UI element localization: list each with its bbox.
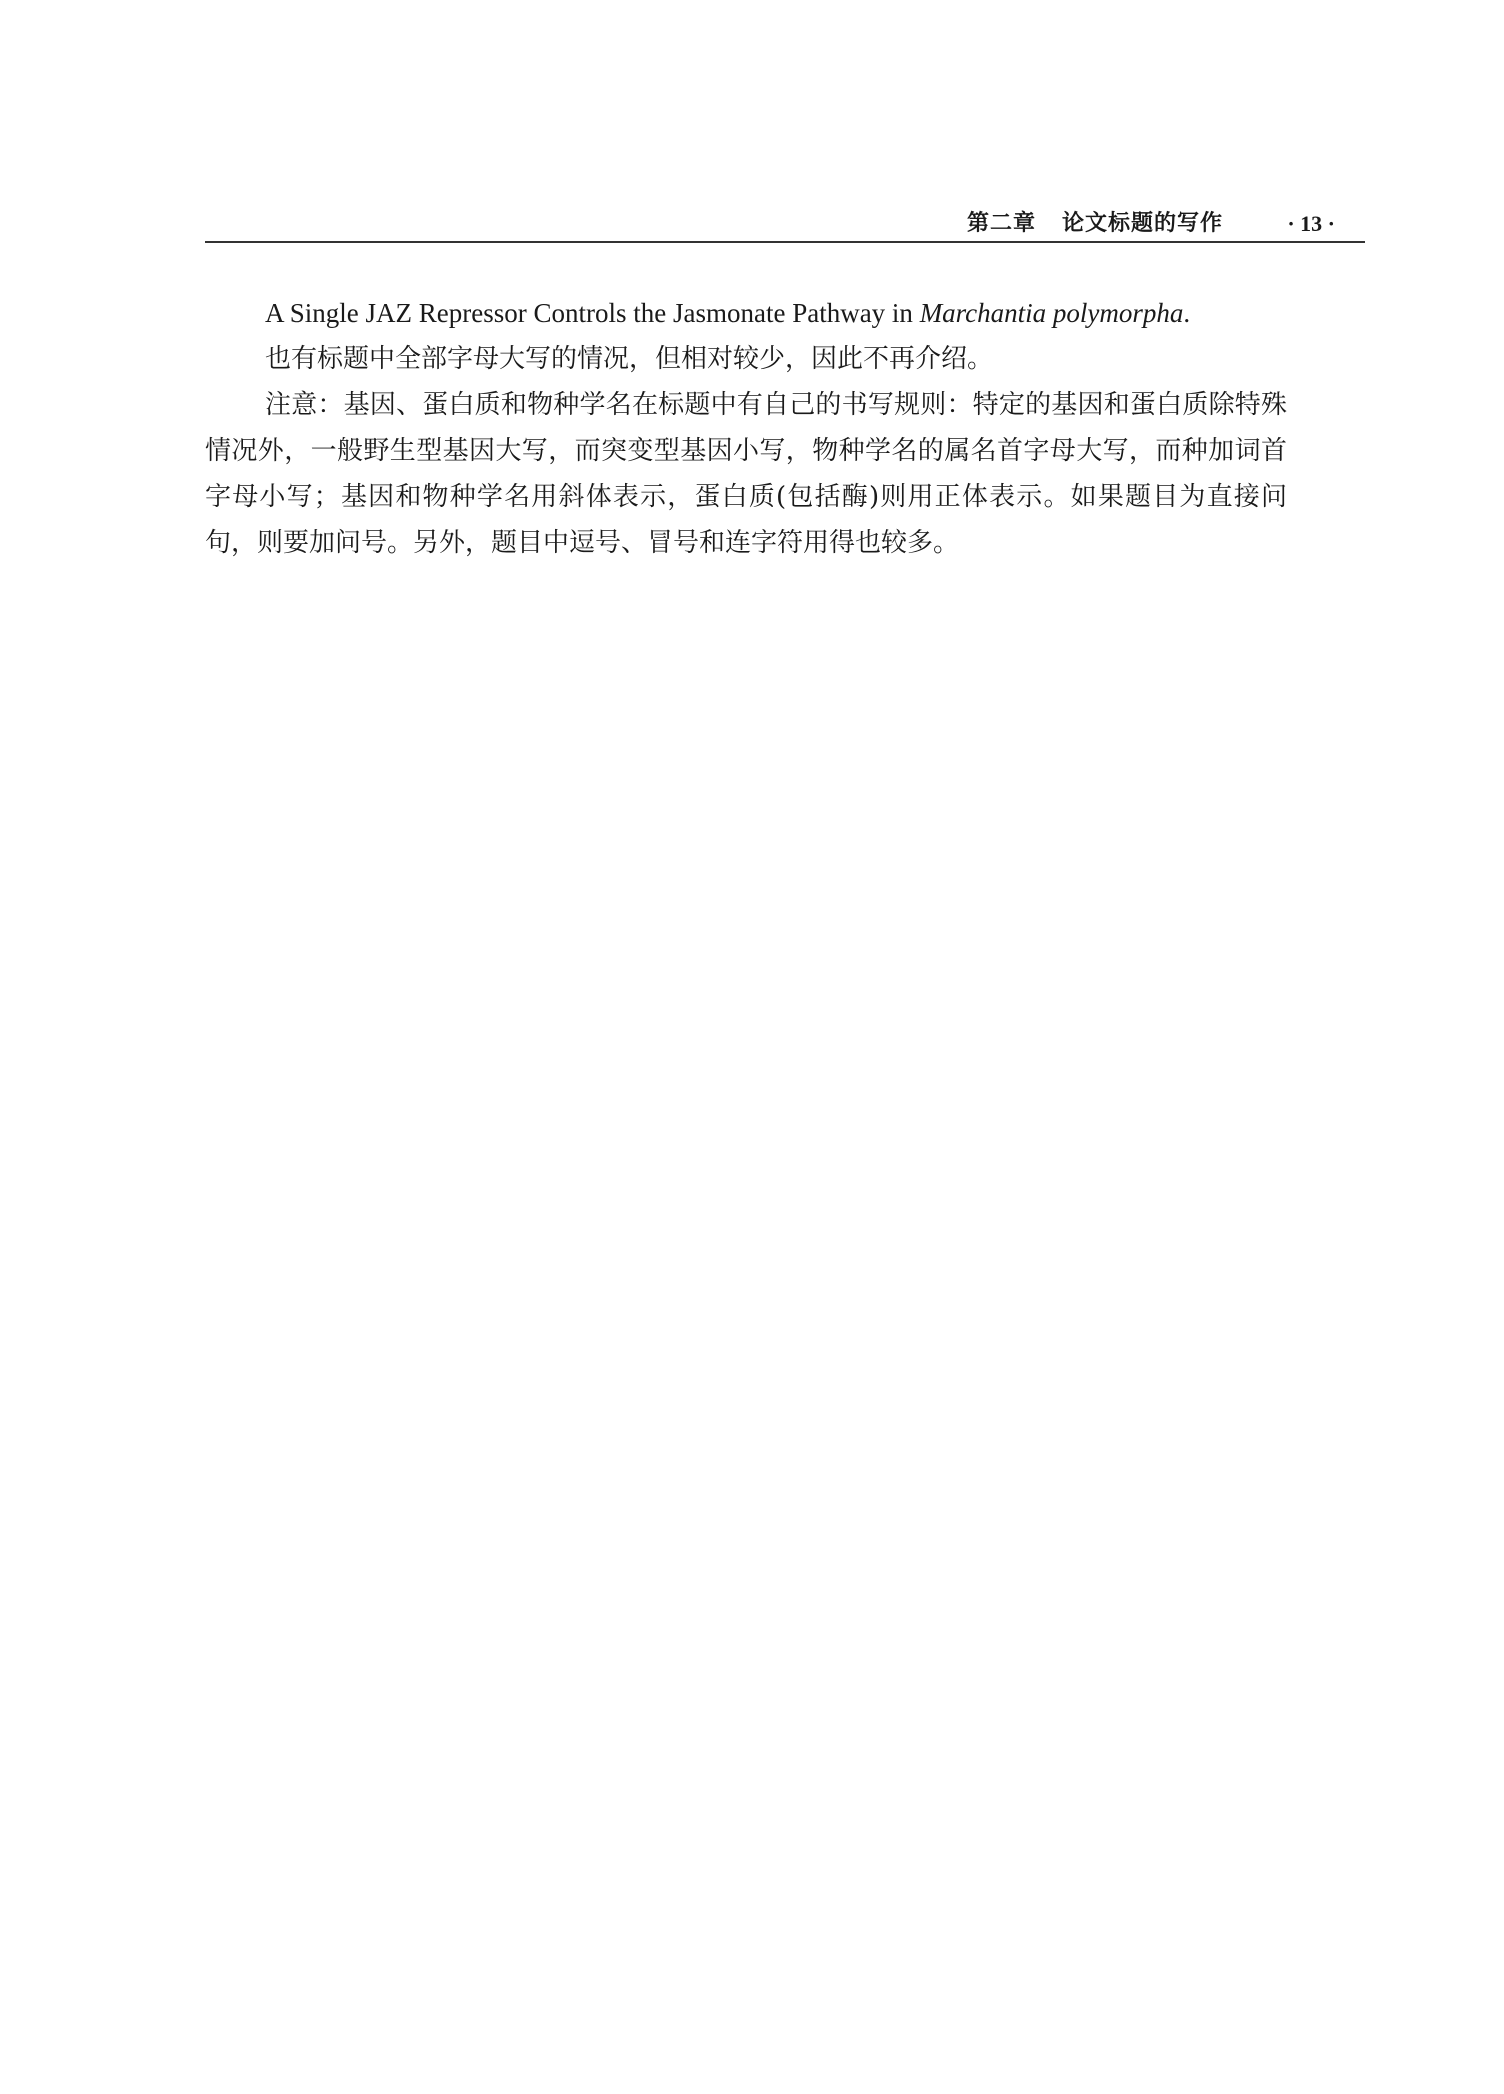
paragraph: 注意：基因、蛋白质和物种学名在标题中有自己的书写规则：特定的基因和蛋白质除特殊情况外，一般野生型基因大写，而突变型基因小写，物种学名的属名首字母大写，而种加词首字母小写；基因和物种学名用斜体表示，蛋白质(包括酶)则用正体表示。如果题目为直接问句，则要加问号。另外，题目中逗号、冒号和连字符用得也较多。 bbox=[205, 390, 1287, 558]
running-header bbox=[205, 205, 1365, 243]
example-title-period: . bbox=[1183, 298, 1191, 328]
chapter-title: 第二章 论文标题的写作 bbox=[967, 211, 1223, 236]
example-title bbox=[205, 290, 1287, 336]
paragraph: 也有标题中全部字母大写的情况，但相对较少，因此不再介绍。 bbox=[265, 344, 994, 374]
body-text bbox=[205, 290, 1287, 566]
example-title-text: A Single JAZ Repressor Controls the Jasmonate Pathway in bbox=[265, 298, 920, 328]
species-name: Marchantia polymorpha bbox=[919, 298, 1184, 328]
page-number: · 13 · bbox=[1287, 211, 1335, 236]
